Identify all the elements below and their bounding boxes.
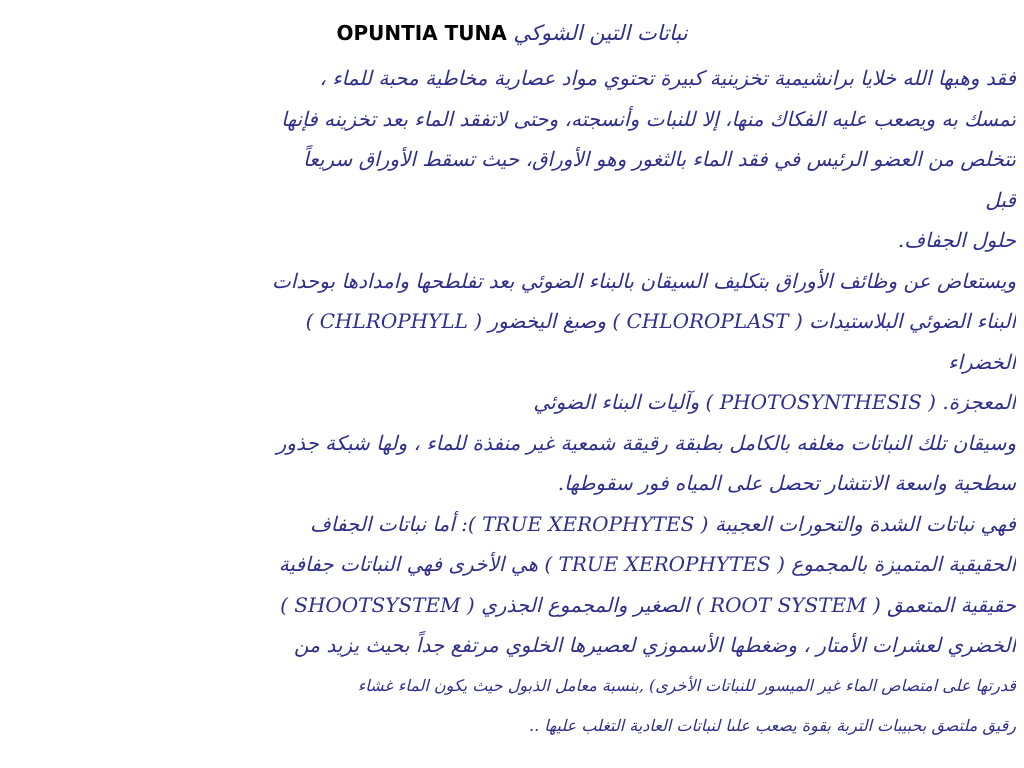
title-arabic: نباتات التين الشوكي [513,21,688,45]
text-line: سطحية واسعة الانتشار تحصل على المياه فور سقوطها. [557,471,1016,495]
text-line: حلول الجفاف. [897,228,1016,252]
text-line: وسيقان تلك النباتات مغلفه بالكامل بطبقة رقيقة شمعية غير منفذة للماء ، ولها شبكة جذور [276,430,1016,455]
title-latin: OPUNTIA TUNA [336,21,507,45]
text-line: الخضري لعشرات الأمتار ، وضغطها الأسموزي لعصيرها الخلوي مرتفع جداً بحيث يزيد من [294,633,1016,657]
text-line: حقيقية المتعمق ( ROOT SYSTEM ) الصغير والمجموع الجذري ( SHOOTSYSTEM ) [280,592,1016,617]
text-line: تتخلص من العضو الرئيس في فقد الماء بالثغور وهو الأوراق، حيث تسقط الأوراق سريعاً [303,147,1016,171]
slide-title [0,18,1024,48]
text-line: فهي نباتات الشدة والتحورات العجيبة ( TRUE XEROPHYTES ): أما نباتات الجفاف [310,511,1016,536]
text-line: ويستعاض عن وظائف الأوراق بتكليف السيقان بالبناء الضوئي بعد تفلطحها وامدادها بوحدات [271,268,1016,293]
text-line: قدرتها على امتصاص الماء غير الميسور للنباتات الأخرى) ,بنسبة معامل الذبول حيث يكون الماء غشاء [357,675,1016,695]
body-text [8,58,1016,747]
text-line: البناء الضوئي البلاستيدات ( CHLOROPLAST ) وصبغ اليخضور ( CHLROPHYLL ) [305,309,1016,333]
text-line: فقد وهبها الله خلايا برانشيمية تخزينية كبيرة تحتوي مواد عصارية مخاطية محبة للماء ، [319,66,1016,90]
text-line: المعجزة. ( PHOTOSYNTHESIS ) وآليات البناء الضوئي [533,390,1016,414]
text-line: رقيق ملتصق بحبيبات التربة بقوة يصعب علںا لنباتات العادية التغلب عليها .. [529,716,1016,735]
text-line: الخضراء [948,349,1016,374]
text-line: تمسك به ويصعب عليه الفكاك منها، إلا للنبات وأنسجته، وحتى لاتفقد الماء بعد تخزينه فإنها [281,106,1016,131]
text-line: قبل [985,187,1016,212]
text-line: الحقيقية المتميزة بالمجموع ( TRUE XEROPHYTES ) هي الأخرى فهي النباتات جفافية [278,552,1016,576]
